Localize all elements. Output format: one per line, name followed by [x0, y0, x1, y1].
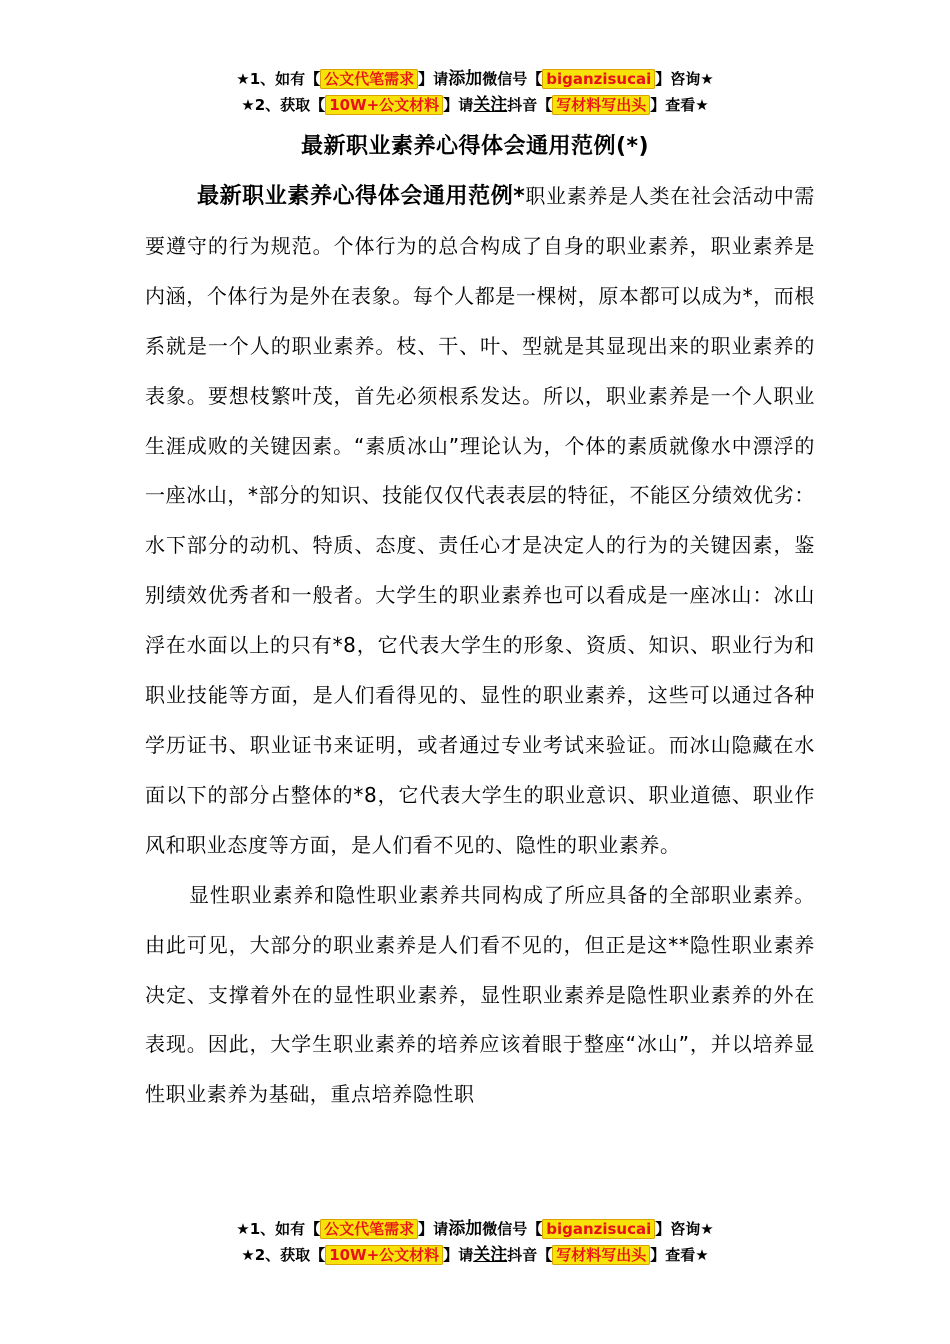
promo-text: ★1、如有【 — [236, 1220, 321, 1238]
paragraph-1 — [145, 172, 815, 871]
promo-emphasis: 添加 — [448, 1219, 483, 1239]
document-title: 最新职业素养心得体会通用范例(*) — [300, 134, 650, 159]
promo-text: ★2、获取【 — [241, 96, 326, 114]
promo-text: 微信号【 — [482, 1220, 543, 1238]
promo-emphasis: 关注 — [473, 1245, 508, 1265]
douyin-id-highlight: 写材料写出头 — [552, 1245, 650, 1265]
promo-text: 】请 — [443, 96, 474, 114]
promo-text: 抖音【 — [507, 96, 553, 114]
promo-text: 】咨询★ — [655, 1220, 714, 1238]
top-promo-banner — [0, 66, 950, 118]
promo-text: 】请 — [443, 1246, 474, 1264]
promo-text: 】请 — [418, 70, 449, 88]
lead-heading: 最新职业素养心得体会通用范例* — [197, 184, 526, 209]
douyin-id-highlight: 写材料写出头 — [552, 95, 650, 115]
promo-text: 】查看★ — [650, 96, 709, 114]
promo-line-1 — [0, 66, 950, 92]
promo-text: ★1、如有【 — [236, 70, 321, 88]
bottom-promo-banner — [0, 1216, 950, 1268]
promo-line-2 — [0, 92, 950, 118]
paragraph-1-text: 职业素养是人类在社会活动中需要遵守的行为规范。个体行为的总合构成了自身的职业素养，职业素养是内涵，个体行为是外在表象。每个人都是一棵树，原本都可以成为*，而根系就是一个人的职业素养。枝、干、叶、型就是其显现出来的职业素养的表象。要想枝繁叶茂，首先必须根系发达。所以，职业素养是一个人职业生涯成败的关键因素。“素质冰山”理论认为，个体的素质就像水中漂浮的一座冰山，*部分的知识、技能仅仅代表表层的特征，不能区分绩效优劣：水下部分的动机、特质、态度、责任心才是决定人的行为的关键因素，鉴别绩效优秀者和一般者。大学生的职业素养也可以看成是一座冰山：冰山浮在水面以上的只有*8，它代表大学生的形象、资质、知识、职业行为和职业技能等方面，是人们看得见的、显性的职业素养，这些可以通过各种学历证书、职业证书来证明，或者通过专业考试来验证。而冰山隐藏在水面以下的部分占整体的*8，它代表大学生的职业意识、职业道德、职业作风和职业态度等方面，是人们看不见的、隐性的职业素养。 — [145, 184, 815, 857]
promo-highlight: 公文代笔需求 — [320, 1219, 418, 1239]
promo-text: 】咨询★ — [655, 70, 714, 88]
promo-emphasis: 添加 — [448, 69, 483, 89]
promo-text: ★2、获取【 — [241, 1246, 326, 1264]
promo-text: 】查看★ — [650, 1246, 709, 1264]
wechat-id-highlight: biganzisucai — [542, 69, 655, 89]
wechat-id-highlight: biganzisucai — [542, 1219, 655, 1239]
promo-emphasis: 关注 — [473, 95, 508, 115]
promo-text: 】请 — [418, 1220, 449, 1238]
promo-text: 抖音【 — [507, 1246, 553, 1264]
paragraph-2: 显性职业素养和隐性职业素养共同构成了所应具备的全部职业素养。由此可见，大部分的职业素养是人们看不见的，但正是这**隐性职业素养决定、支撑着外在的显性职业素养，显性职业素养是隐性职业素养的外在表现。因此，大学生职业素养的培养应该着眼于整座“冰山”，并以培养显性职业素养为基础，重点培养隐性职 — [145, 882, 815, 1107]
promo-text: 微信号【 — [482, 70, 543, 88]
promo-line-2 — [0, 1242, 950, 1268]
document-body — [145, 172, 815, 1120]
promo-line-1 — [0, 1216, 950, 1242]
promo-highlight: 10W+公文材料 — [325, 1245, 443, 1265]
promo-highlight: 10W+公文材料 — [325, 95, 443, 115]
promo-highlight: 公文代笔需求 — [320, 69, 418, 89]
